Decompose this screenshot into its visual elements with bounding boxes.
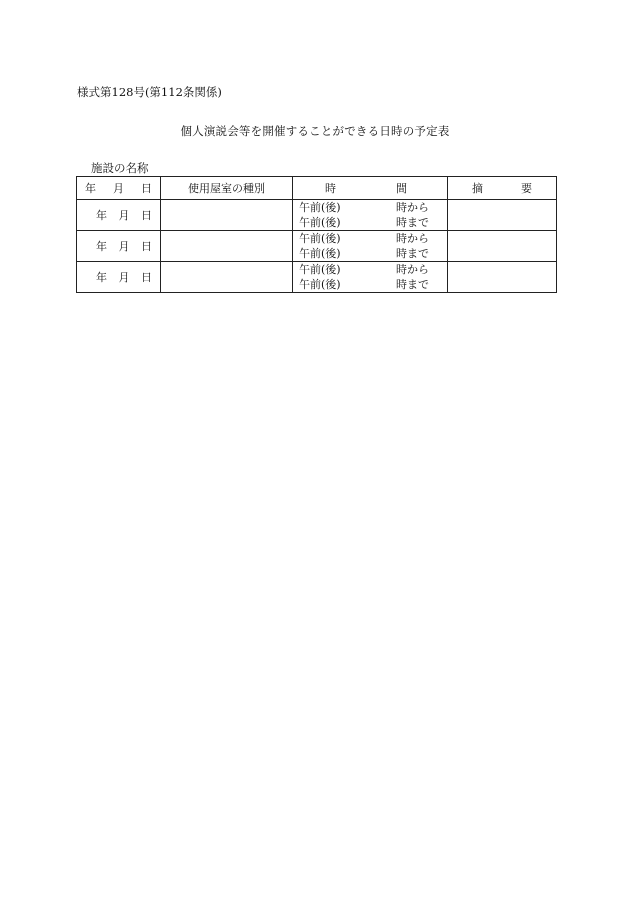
- date-month-label: 月: [118, 239, 130, 253]
- facility-name-label: 施設の名称: [91, 161, 149, 175]
- header-time: [293, 177, 448, 200]
- end-suffix-label: 時まで: [396, 216, 429, 229]
- remarks-cell[interactable]: [448, 231, 557, 262]
- date-cell[interactable]: [77, 231, 161, 262]
- date-month-label: 月: [118, 208, 130, 222]
- end-ampm-label: 午前(後): [299, 247, 341, 260]
- start-suffix-label: 時から: [396, 201, 429, 214]
- header-remarks-char-2: 要: [521, 181, 532, 195]
- end-suffix-label: 時まで: [396, 247, 429, 260]
- time-cell[interactable]: [293, 200, 448, 231]
- room-type-cell[interactable]: [161, 231, 293, 262]
- date-day-label: 日: [141, 270, 152, 284]
- start-time-line: [293, 200, 447, 215]
- end-ampm-label: 午前(後): [299, 278, 341, 291]
- document-title: 個人演説会等を開催することができる日時の予定表: [180, 124, 450, 138]
- start-suffix-label: 時から: [396, 232, 429, 245]
- date-day-label: 日: [141, 239, 152, 253]
- date-month-label: 月: [118, 270, 130, 284]
- start-time-line: [293, 262, 447, 277]
- header-remarks-char-1: 摘: [472, 181, 483, 195]
- end-ampm-label: 午前(後): [299, 216, 341, 229]
- start-time-line: [293, 231, 447, 246]
- table-header-row: [77, 177, 557, 200]
- time-cell[interactable]: [293, 231, 448, 262]
- room-type-cell[interactable]: [161, 200, 293, 231]
- table-row: [77, 262, 557, 293]
- schedule-table: [76, 176, 557, 293]
- header-date-day: 日: [141, 181, 152, 195]
- date-day-label: 日: [141, 208, 152, 222]
- form-number: 様式第128号(第112条関係): [77, 85, 222, 99]
- date-cell[interactable]: [77, 262, 161, 293]
- start-ampm-label: 午前(後): [299, 232, 341, 245]
- date-year-label: 年: [96, 239, 107, 253]
- time-cell[interactable]: [293, 262, 448, 293]
- remarks-cell[interactable]: [448, 262, 557, 293]
- table-row: [77, 200, 557, 231]
- start-ampm-label: 午前(後): [299, 263, 341, 276]
- header-date: [77, 177, 161, 200]
- date-cell[interactable]: [77, 200, 161, 231]
- header-date-year: 年: [85, 181, 96, 195]
- remarks-cell[interactable]: [448, 200, 557, 231]
- header-time-char-2: 間: [396, 181, 407, 195]
- header-time-char-1: 時: [325, 181, 336, 195]
- header-date-month: 月: [113, 181, 124, 195]
- end-time-line: [293, 277, 447, 292]
- date-year-label: 年: [96, 270, 107, 284]
- end-time-line: [293, 246, 447, 261]
- date-year-label: 年: [96, 208, 107, 222]
- start-ampm-label: 午前(後): [299, 201, 341, 214]
- start-suffix-label: 時から: [396, 263, 429, 276]
- room-type-cell[interactable]: [161, 262, 293, 293]
- header-remarks: [448, 177, 557, 200]
- header-room-type-label: 使用屋室の種別: [188, 181, 265, 195]
- end-suffix-label: 時まで: [396, 278, 429, 291]
- end-time-line: [293, 215, 447, 230]
- table-row: [77, 231, 557, 262]
- header-room-type: [161, 177, 293, 200]
